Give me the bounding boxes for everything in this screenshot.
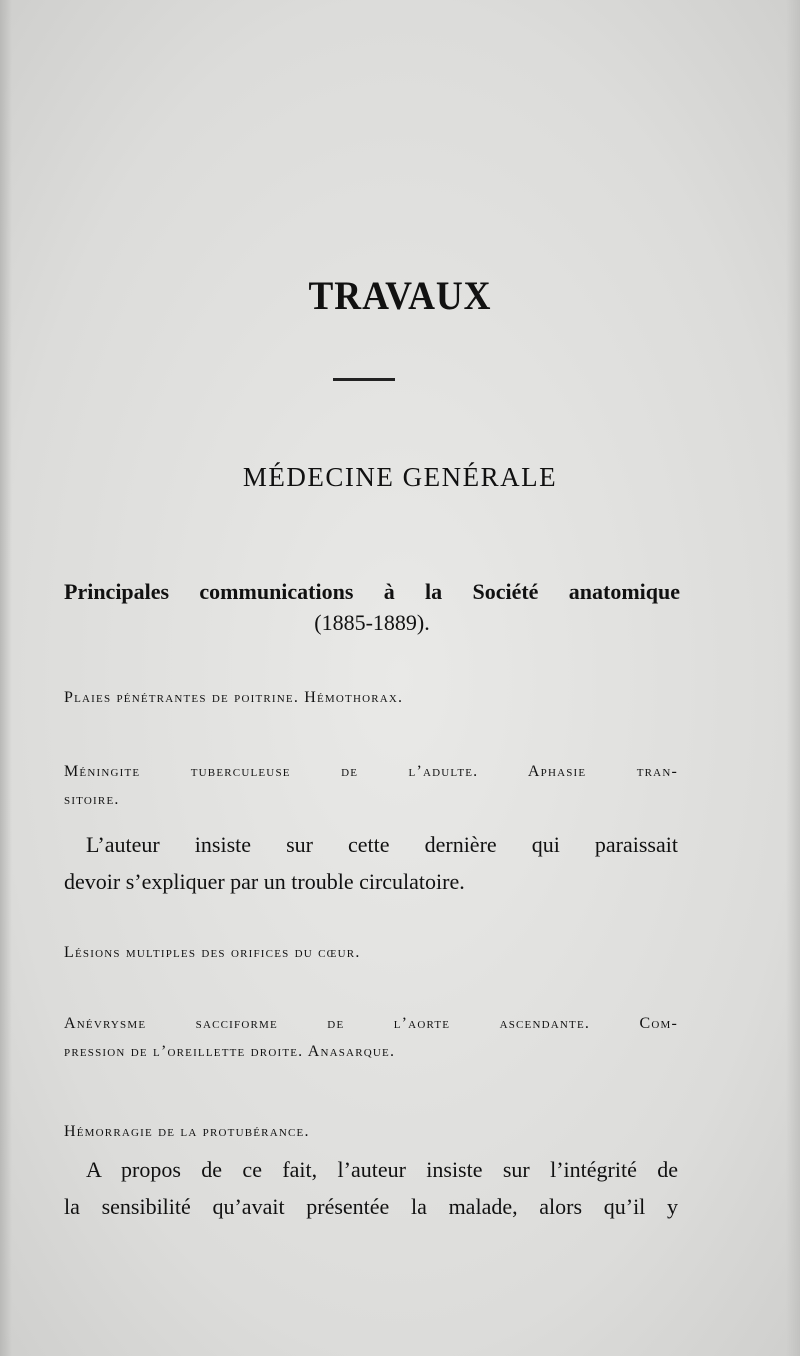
entry-heading-line-2: sitoire. xyxy=(64,791,120,808)
title-divider xyxy=(333,378,395,381)
page-edge-shadow-right xyxy=(786,0,800,1356)
entry-body-line-2: devoir s’expliquer par un trouble circulatoire. xyxy=(64,869,465,894)
entry-body-line-1: A propos de ce fait, l’auteur insiste sur l’intégrité de xyxy=(86,1157,678,1182)
subheading-line-1: Principales communications à la Société anatomique xyxy=(64,579,680,604)
entry-heading xyxy=(64,684,678,712)
subheading xyxy=(64,576,680,638)
entry-body-line-2: la sensibilité qu’avait présentée la malade, alors qu’il y xyxy=(64,1194,678,1219)
entry-heading-line-2: pression de l’oreillette droite. Anasarque. xyxy=(64,1043,396,1060)
section-heading: MÉDECINE GENÉRALE xyxy=(242,462,558,492)
entry-body-line-1: L’auteur insiste sur cette dernière qui paraissait xyxy=(86,832,678,857)
entry-heading xyxy=(64,939,678,967)
entry-heading xyxy=(64,758,678,814)
entry-heading xyxy=(64,1118,678,1146)
page-title: TRAVAUX xyxy=(308,273,492,318)
entry-heading-text: Hémorragie de la protubérance. xyxy=(64,1123,310,1140)
page-edge-shadow-left xyxy=(0,0,12,1356)
entry-heading-text: Plaies pénétrantes de poitrine. Hémothorax. xyxy=(64,689,404,706)
entry-heading-line-1: Anévrysme sacciforme de l’aorte ascendante. Com- xyxy=(64,1015,678,1032)
entry-heading xyxy=(64,1010,678,1066)
entry-body xyxy=(64,826,678,900)
entry-body xyxy=(64,1151,678,1225)
subheading-line-2: (1885-1889). xyxy=(314,610,430,635)
entry-heading-text: Lésions multiples des orifices du cœur. xyxy=(64,944,361,961)
entry-heading-line-1: Méningite tuberculeuse de l’adulte. Aphasie tran- xyxy=(64,763,678,780)
